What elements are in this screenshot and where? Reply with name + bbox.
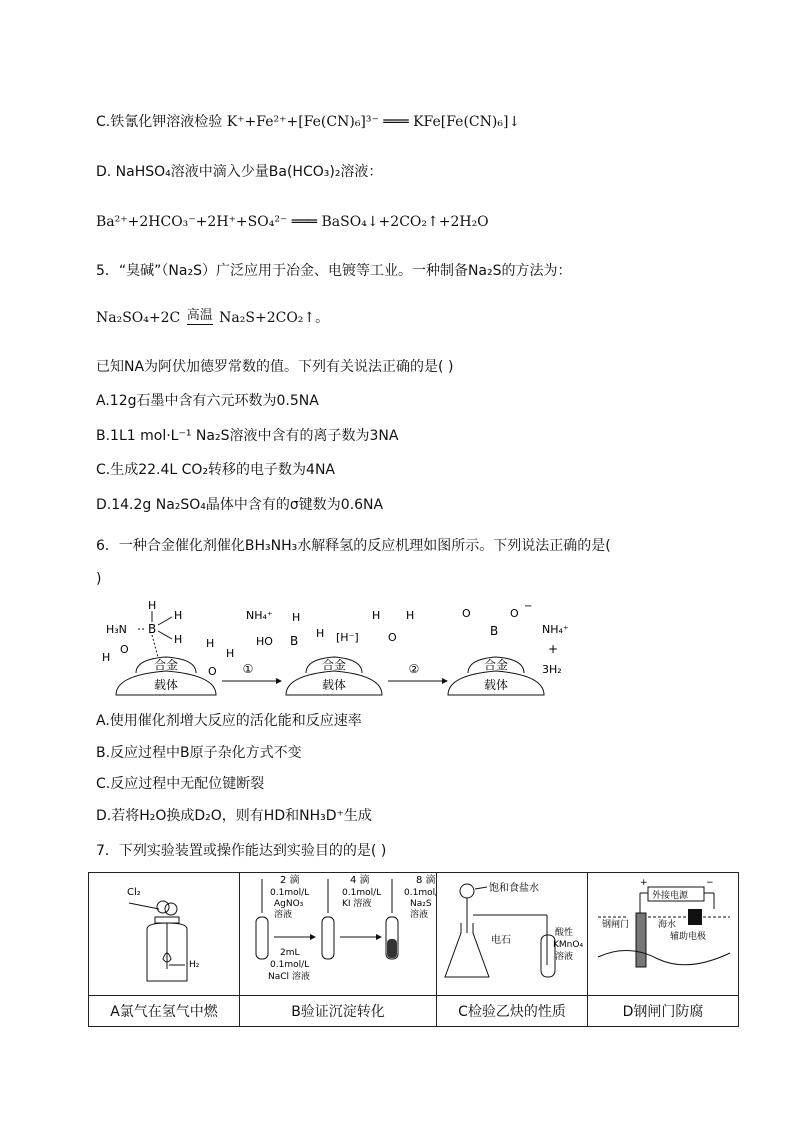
drop3-conc: 0.1mol/: [404, 888, 436, 898]
h2-product: 3H₂: [542, 663, 562, 676]
seabed: [598, 950, 730, 964]
q6-stem-b: ): [96, 571, 102, 587]
q6-option-c: C.反应过程中无配位键断裂: [96, 776, 265, 792]
tube-reagent: NaCl 溶液: [268, 972, 310, 982]
alloy-label-3: 合金: [483, 658, 509, 672]
step2-label: ②: [408, 662, 420, 676]
drop3-reagent: Na₂S: [410, 899, 432, 909]
q6-stem: 6．一种合金催化剂催化BH₃NH₃水解释氢的反应机理如图所示。下列说法正确的是(: [96, 538, 611, 554]
drop2-reagent: KI 溶液: [342, 899, 372, 909]
atom-h: H: [102, 651, 111, 664]
atom-o: O: [510, 607, 519, 620]
cl2-label: Cl₂: [127, 887, 141, 898]
q4-option-d: D. NaHSO₄溶液中滴入少量Ba(HCO₃)₂溶液：: [96, 164, 383, 180]
q5-eq-arrow: [187, 309, 213, 327]
q5-option-b: B.1L1 mol·L⁻¹ Na₂S溶液中含有的离子数为3NA: [96, 428, 399, 444]
support-label-1: 载体: [153, 678, 179, 692]
atom-b-1: B: [148, 622, 157, 636]
nh4-2: NH₄⁺: [542, 623, 569, 636]
atom-h3n: H₃N: [106, 623, 127, 636]
plus-sign: +: [548, 642, 559, 656]
seawater-label: 海水: [658, 920, 677, 930]
drop2: 4 滴: [350, 875, 370, 886]
step1-label: ①: [242, 662, 254, 676]
kmno4-label-3: 溶液: [555, 952, 574, 962]
atom-o: O: [208, 665, 217, 678]
support-label-3: 载体: [483, 678, 509, 692]
aux-label: 辅助电极: [670, 932, 707, 942]
alloy-label-2: 合金: [321, 658, 347, 672]
q6-option-a: A.使用催化剂增大反应的活化能和反应速率: [96, 713, 362, 729]
atom-h: H: [372, 609, 381, 622]
tube-1: [256, 917, 268, 959]
atom-o: O: [120, 643, 129, 656]
gate-label: 钢闸门: [602, 920, 630, 930]
q5-eq-condition: 高温: [186, 308, 213, 323]
fig-c-acetylene: [437, 873, 587, 991]
q5-option-c: C.生成22.4L CO₂转移的电子数为4NA: [96, 462, 336, 478]
q5-stem: 5．“臭碱”（Na₂S）广泛应用于冶金、电镀等工业。一种制备Na₂S的方法为：: [96, 263, 572, 279]
support-label-2: 载体: [321, 678, 347, 692]
carbide-label: 电石: [491, 935, 511, 946]
q4-optc-equation: K⁺+Fe²⁺+[Fe(CN)₆]³⁻ ═══ KFe[Fe(CN)₆]↓: [226, 114, 521, 130]
tube-2: [322, 917, 334, 959]
atom-o: O: [462, 607, 471, 620]
atom-h: H: [226, 647, 235, 660]
atom-h: H: [292, 611, 301, 624]
fig-a-cell: [89, 873, 240, 996]
q4-optc-label: C.铁氰化钾溶液检验: [96, 114, 223, 130]
drop3: 8 滴: [416, 875, 436, 886]
q5-option-d: D.14.2g Na₂SO₄晶体中含有的σ键数为0.6NA: [96, 497, 384, 513]
q6-option-b: B.反应过程中B原子杂化方式不变: [96, 745, 302, 761]
atom-b-3: B: [490, 624, 499, 638]
q7-stem: 7．下列实验装置或操作能达到实验目的的是( ): [96, 843, 387, 859]
atom-h: H: [174, 633, 183, 646]
q5-eq-right: Na₂S+2CO₂↑。: [219, 310, 330, 326]
q5-eq-left: Na₂SO₄+2C: [96, 310, 181, 326]
kmno4-label-2: KMnO₄: [553, 940, 584, 950]
atom-o: O: [388, 631, 397, 644]
drop1-reagent: AgNO₃: [274, 899, 304, 909]
fig-d-steel-gate: [588, 873, 738, 991]
power-label: 外接电源: [652, 891, 689, 901]
brine-label: 饱和食盐水: [489, 883, 539, 894]
alloy-label-1: 合金: [153, 658, 179, 672]
q5-option-a: A.12g石墨中含有六元环数为0.5NA: [96, 393, 319, 409]
drop1-conc: 0.1mol/L: [270, 888, 310, 898]
q5-stem-b: 已知NA为阿伏加德罗常数的值。下列有关说法正确的是( ): [96, 359, 454, 375]
q6-option-d: D.若将H₂O换成D₂O，则有HD和NH₃D⁺生成: [96, 808, 372, 824]
fig-d-cell: [588, 873, 739, 996]
h2-label: H₂: [189, 960, 200, 970]
q5-equation: [96, 307, 329, 329]
fig-b-cell: [240, 873, 437, 996]
atom-h: H: [206, 637, 215, 650]
fig-b-precipitate: [240, 873, 436, 991]
fig-a-chlorine-burning: [89, 873, 239, 991]
atom-ho: HO: [256, 635, 273, 648]
q4-option-d-equation: Ba²⁺+2HCO₃⁻+2H⁺+SO₄²⁻ ═══ BaSO₄↓+2CO₂↑+2H₂O: [96, 214, 489, 230]
atom-h: H: [406, 609, 415, 622]
plus-terminal: +: [640, 878, 648, 888]
q7-apparatus-table: [88, 872, 739, 1027]
tube-conc: 0.1mol/L: [270, 960, 310, 970]
steel-gate: [636, 913, 646, 967]
borate-charge: −: [524, 601, 533, 612]
caption-d: D钢闸门防腐: [588, 996, 739, 1027]
minus-terminal: −: [706, 878, 714, 888]
caption-c: C检验乙炔的性质: [437, 996, 588, 1027]
kmno4-label-1: 酸性: [555, 928, 574, 938]
atom-h: H: [316, 627, 325, 640]
atom-h: H: [148, 599, 157, 612]
drop2-conc: 0.1mol/L: [342, 888, 382, 898]
atom-b-2: B: [290, 634, 299, 648]
caption-b: B验证沉淀转化: [240, 996, 437, 1027]
caption-a: A氯气在氢气中燃: [89, 996, 240, 1027]
drop3-sol: 溶液: [410, 910, 429, 920]
dropping-funnel: [460, 884, 474, 898]
drop1-sol: 溶液: [274, 910, 293, 920]
drop1: 2 滴: [280, 875, 300, 886]
q4-option-c: [96, 111, 520, 133]
atom-h: H: [174, 609, 183, 622]
h-minus: [H⁻]: [336, 631, 359, 644]
nh4-1: NH₄⁺: [246, 609, 273, 622]
tube-vol: 2mL: [280, 948, 300, 958]
q6-mechanism-diagram: [96, 595, 596, 705]
fig-c-cell: [437, 873, 588, 996]
